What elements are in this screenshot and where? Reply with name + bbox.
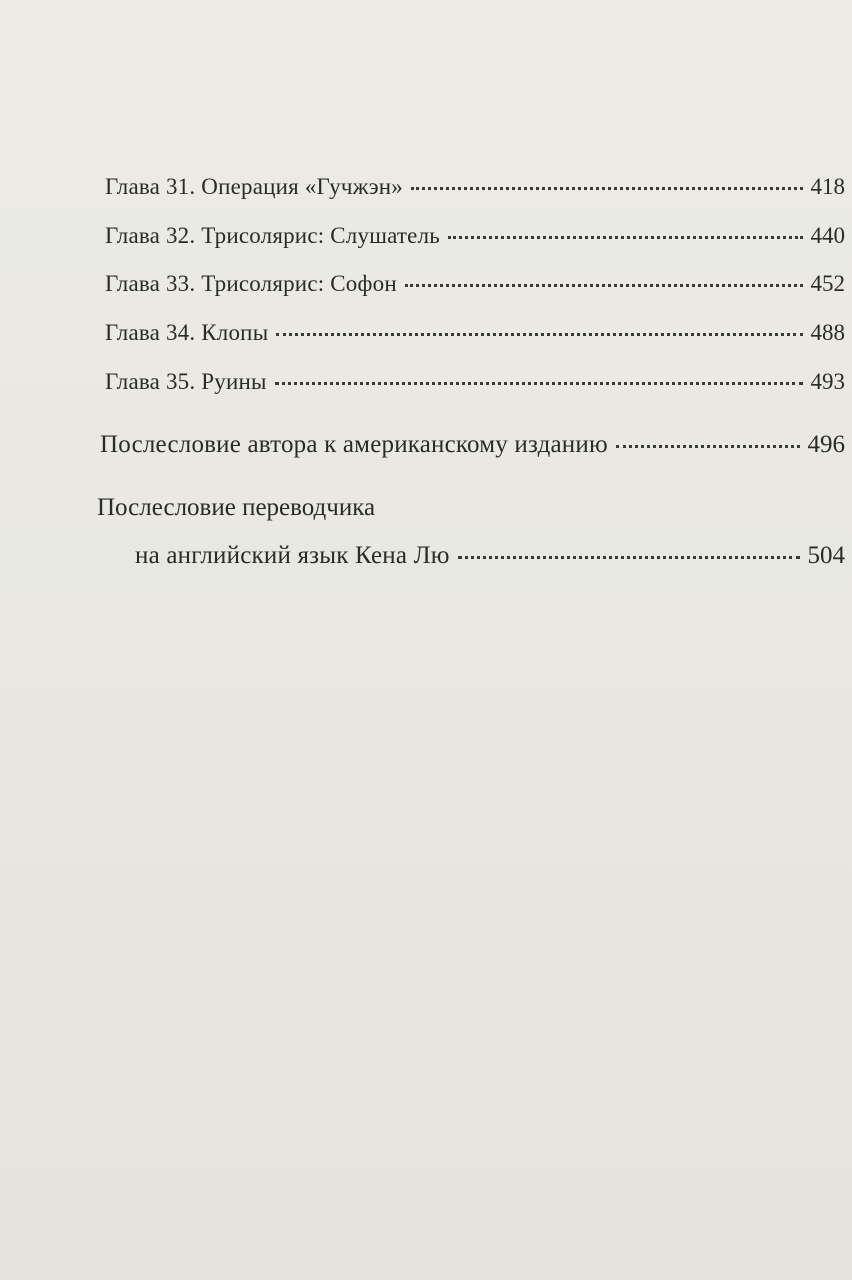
toc-entry-chapter-35 [105,369,845,395]
dot-leader [458,556,800,559]
toc-entry-chapter-31 [105,174,845,200]
toc-page-number: 496 [807,431,845,458]
dot-leader [448,236,803,239]
dot-leader [275,382,803,385]
toc-entry-chapter-32 [105,223,845,249]
dot-leader [276,333,802,336]
toc-page-number: 418 [810,174,845,199]
toc-page-number: 452 [810,271,845,296]
dot-leader [411,187,802,190]
toc-entry-translator-afterword-title: Послесловие переводчика [97,494,376,521]
toc-page-number: 440 [810,223,845,248]
toc-entry-title: Глава 32. Трисолярис: Слушатель [105,223,440,248]
toc-entry-title-continued: на английский язык Кена Лю [135,542,450,569]
dot-leader [616,445,800,448]
toc-entry-title: Глава 31. Операция «Гучжэн» [105,174,404,199]
toc-entry-translator-afterword [135,542,845,570]
toc-entry-chapter-33 [105,271,845,297]
toc-page-number: 493 [810,369,845,394]
dot-leader [405,284,803,287]
toc-entry-author-afterword [100,431,845,459]
toc-entry-title: Глава 34. Клопы [105,320,269,345]
toc-page-number: 504 [807,542,845,569]
toc-entry-title: Глава 33. Трисолярис: Софон [105,271,397,296]
toc-entry-title: Глава 35. Руины [105,369,267,394]
toc-entry-chapter-34 [105,320,845,346]
toc-page-number: 488 [810,320,845,345]
toc-entry-title: Послесловие автора к американскому изданию [100,431,608,458]
